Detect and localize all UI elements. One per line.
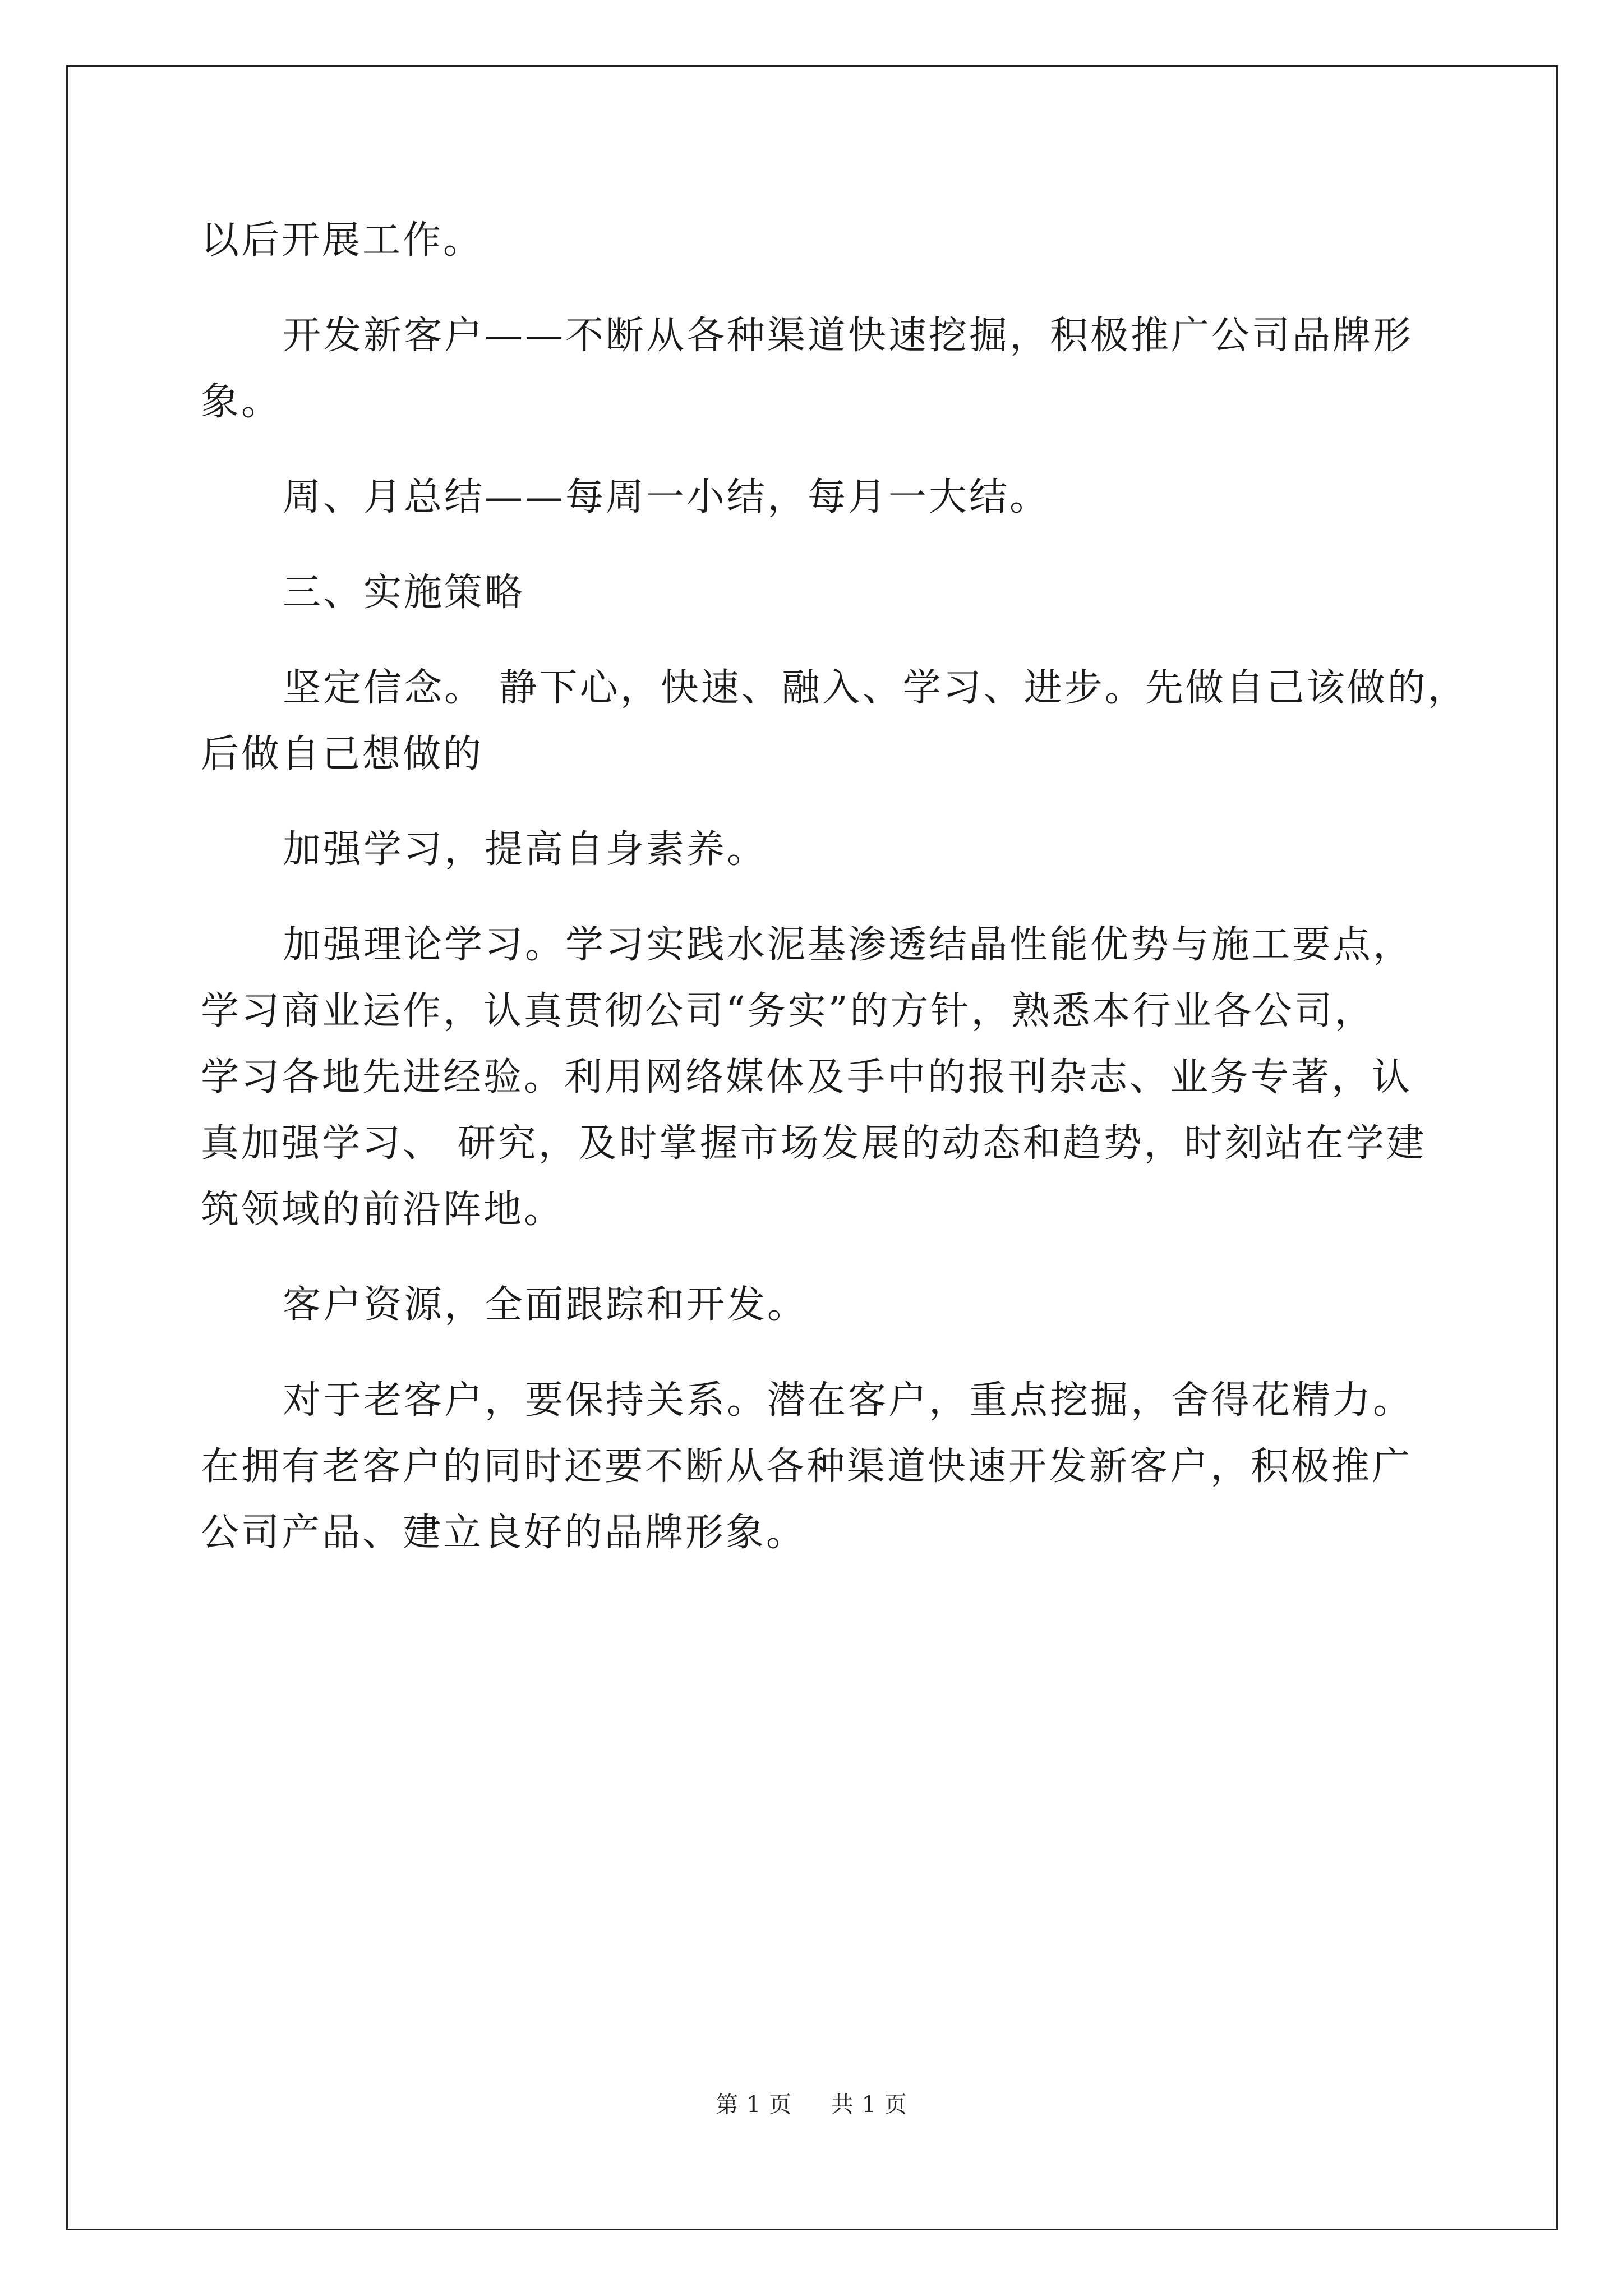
text-line: 以后开展工作。: [201, 218, 484, 263]
text-line: 加强学习，提高自身素养。: [283, 827, 768, 872]
text-line: 学习商业运作，认真贯彻公司“务实”的方针，熟悉本行业各公司，: [201, 989, 1375, 1033]
text-line: 坚定信念。 静下心，快速、融入、学习、进步。先做自己该做的，: [283, 666, 1468, 710]
page-footer: [0, 2087, 1623, 2119]
text-line: 对于老客户，要保持关系。潜在客户，重点挖掘，舍得花精力。: [283, 1378, 1414, 1423]
text-line: 学习各地先进经验。利用网络媒体及手中的报刊杂志、业务专著，认: [201, 1055, 1413, 1099]
text-line: 三、实施策略: [283, 570, 525, 615]
text-line: 开发新客户——不断从各种渠道快速挖掘，积极推广公司品牌形: [283, 314, 1414, 358]
text-line: 后做自己想做的: [201, 732, 484, 776]
text-line: 真加强学习、 研究，及时掌握市场发展的动态和趋势，时刻站在学建: [201, 1121, 1427, 1166]
text-line: 周、月总结——每周一小结，每月一大结。: [283, 475, 1050, 519]
text-line: 筑领域的前沿阵地。: [201, 1188, 565, 1232]
text-line: 象。: [201, 380, 282, 424]
text-line: 公司产品、建立良好的品牌形象。: [201, 1511, 807, 1555]
text-line: 加强理论学习。学习实践水泥基渗透结晶性能优势与施工要点，: [283, 923, 1414, 967]
text-line: 在拥有老客户的同时还要不断从各种渠道快速开发新客户，积极推广: [201, 1444, 1413, 1489]
page-total: 共 1 页: [831, 2092, 907, 2118]
document-body: [201, 208, 1468, 1566]
page-number: 第 1 页: [716, 2092, 792, 2118]
text-line: 客户资源，全面跟踪和开发。: [283, 1283, 808, 1327]
